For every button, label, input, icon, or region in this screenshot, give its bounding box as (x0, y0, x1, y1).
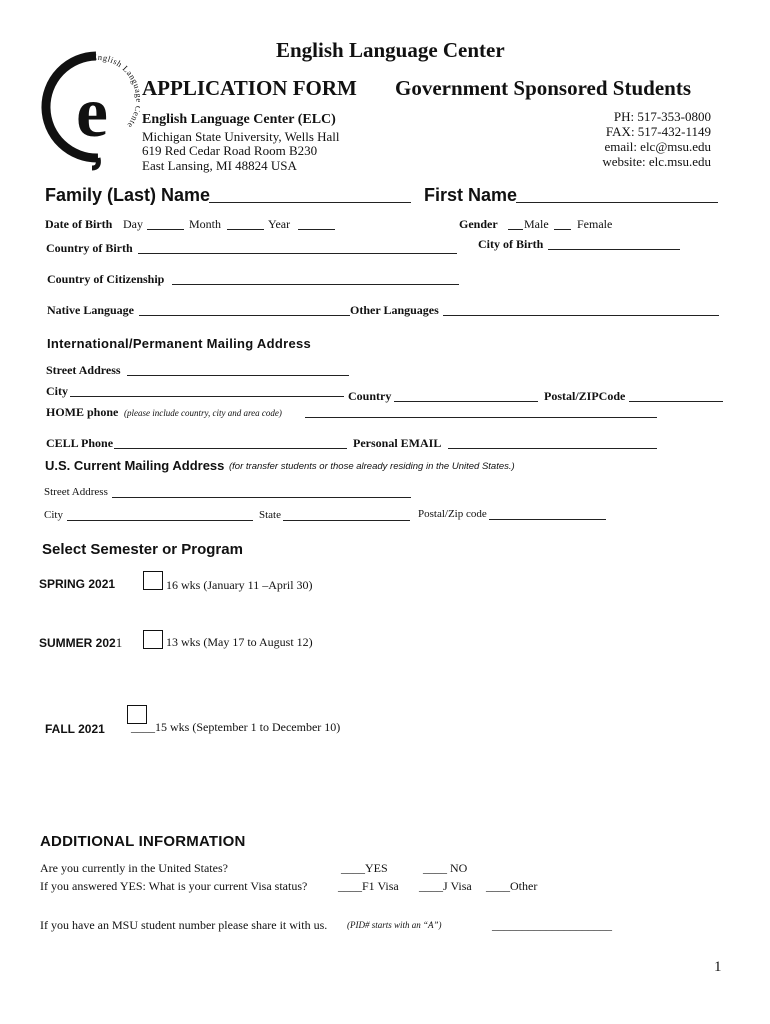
page-number: 1 (714, 959, 722, 975)
program-heading: Select Semester or Program (42, 541, 243, 558)
address-line-2: 619 Red Cedar Road Room B230 (142, 143, 318, 158)
summer-description: 13 wks (May 17 to August 12) (166, 635, 313, 649)
us-street-field[interactable] (112, 497, 411, 498)
gender-female-field[interactable] (554, 229, 571, 230)
intl-country-field[interactable] (394, 401, 538, 402)
intl-city-label: City (46, 384, 68, 398)
dob-day-field[interactable] (147, 229, 184, 230)
city-birth-field[interactable] (548, 249, 680, 250)
visa-other-option[interactable]: ____Other (486, 879, 538, 893)
country-birth-field[interactable] (138, 253, 457, 254)
svg-text:e: e (76, 72, 108, 152)
other-languages-field[interactable] (443, 315, 719, 316)
spring-checkbox[interactable] (143, 571, 163, 590)
personal-email-label: Personal EMAIL (353, 436, 442, 450)
fall-label: FALL 2021 (45, 722, 105, 736)
home-phone-label: HOME phone (46, 405, 119, 419)
visa-j-option[interactable]: ____J Visa (419, 879, 472, 893)
native-language-field[interactable] (139, 315, 350, 316)
in-us-question: Are you currently in the United States? (40, 861, 228, 875)
gender-label: Gender (459, 217, 498, 231)
family-name-field[interactable] (209, 202, 411, 203)
dob-label: Date of Birth (45, 217, 113, 231)
dob-year-label: Year (268, 217, 291, 231)
us-city-label: City (44, 509, 63, 521)
form-subtitle: Government Sponsored Students (395, 76, 691, 100)
family-name-label: Family (Last) Name (45, 185, 211, 205)
first-name-label: First Name (424, 185, 518, 205)
dob-month-label: Month (189, 217, 222, 231)
intl-postal-field[interactable] (629, 401, 723, 402)
intl-postal-label: Postal/ZIPCode (544, 389, 626, 403)
home-phone-note: (please include country, city and area code) (124, 408, 282, 418)
gender-female-label: Female (577, 217, 613, 231)
contact-website: website: elc.msu.edu (602, 154, 711, 169)
citizenship-label: Country of Citizenship (47, 272, 165, 286)
contact-phone: PH: 517-353-0800 (613, 109, 711, 124)
dob-month-field[interactable] (227, 229, 264, 230)
summer-label (39, 635, 122, 651)
visa-f1-option[interactable]: ____F1 Visa (338, 879, 399, 893)
fall-description: ____15 wks (September 1 to December 10) (131, 720, 341, 734)
personal-email-field[interactable] (448, 448, 657, 449)
msu-number-field[interactable]: ____________________ (492, 918, 612, 932)
elc-logo-graphic (40, 44, 140, 174)
us-address-heading: U.S. Current Mailing Address (45, 458, 225, 473)
citizenship-field[interactable] (172, 284, 459, 285)
us-city-field[interactable] (67, 520, 253, 521)
us-address-note: (for transfer students or those already residing in the United States.) (229, 461, 515, 472)
city-birth-label: City of Birth (478, 237, 544, 251)
elc-logo (40, 44, 140, 174)
spring-label: SPRING 2021 (39, 577, 116, 591)
cell-phone-field[interactable] (114, 448, 347, 449)
in-us-no-option[interactable]: ____ NO (423, 861, 468, 875)
native-language-label: Native Language (47, 303, 134, 317)
other-languages-label: Other Languages (350, 303, 439, 317)
msu-note: (PID# starts with an “A”) (347, 920, 442, 930)
contact-fax: FAX: 517-432-1149 (605, 124, 711, 139)
home-phone-field[interactable] (305, 417, 657, 418)
contact-email: email: elc@msu.edu (604, 139, 711, 154)
visa-question: If you answered YES: What is your current Visa status? (40, 879, 308, 893)
gender-male-field[interactable] (508, 229, 523, 230)
us-street-label: Street Address (44, 486, 108, 498)
gender-male-label: Male (524, 217, 549, 231)
page-title: English Language Center (276, 38, 505, 62)
msu-question: If you have an MSU student number please share it with us. (40, 918, 328, 932)
org-name: English Language Center (ELC) (142, 112, 336, 127)
address-line-1: Michigan State University, Wells Hall (142, 129, 340, 144)
intl-country-label: Country (348, 389, 392, 403)
us-state-label: State (259, 509, 281, 521)
logo-arc-text: English Lang nte (91, 51, 140, 131)
first-name-field[interactable] (516, 202, 718, 203)
intl-street-label: Street Address (46, 363, 121, 377)
dob-day-label: Day (123, 217, 143, 231)
address-line-3: East Lansing, MI 48824 USA (142, 158, 297, 173)
us-postal-label: Postal/Zip code (418, 508, 487, 520)
us-state-field[interactable] (283, 520, 410, 521)
intl-city-field[interactable] (70, 396, 344, 397)
summer-label-tail: 1 (115, 635, 123, 650)
country-birth-label: Country of Birth (46, 241, 133, 255)
in-us-yes-option[interactable]: ____YES (341, 861, 388, 875)
us-postal-field[interactable] (489, 519, 606, 520)
additional-heading: ADDITIONAL INFORMATION (40, 833, 246, 850)
summer-checkbox[interactable] (143, 630, 163, 649)
intl-address-heading: International/Permanent Mailing Address (47, 336, 312, 351)
dob-year-field[interactable] (298, 229, 335, 230)
cell-phone-label: CELL Phone (46, 436, 114, 450)
summer-label-text: SUMMER 202 (39, 636, 116, 650)
intl-street-field[interactable] (127, 375, 349, 376)
spring-description: 16 wks (January 11 –April 30) (166, 578, 313, 592)
form-title: APPLICATION FORM (142, 76, 357, 100)
